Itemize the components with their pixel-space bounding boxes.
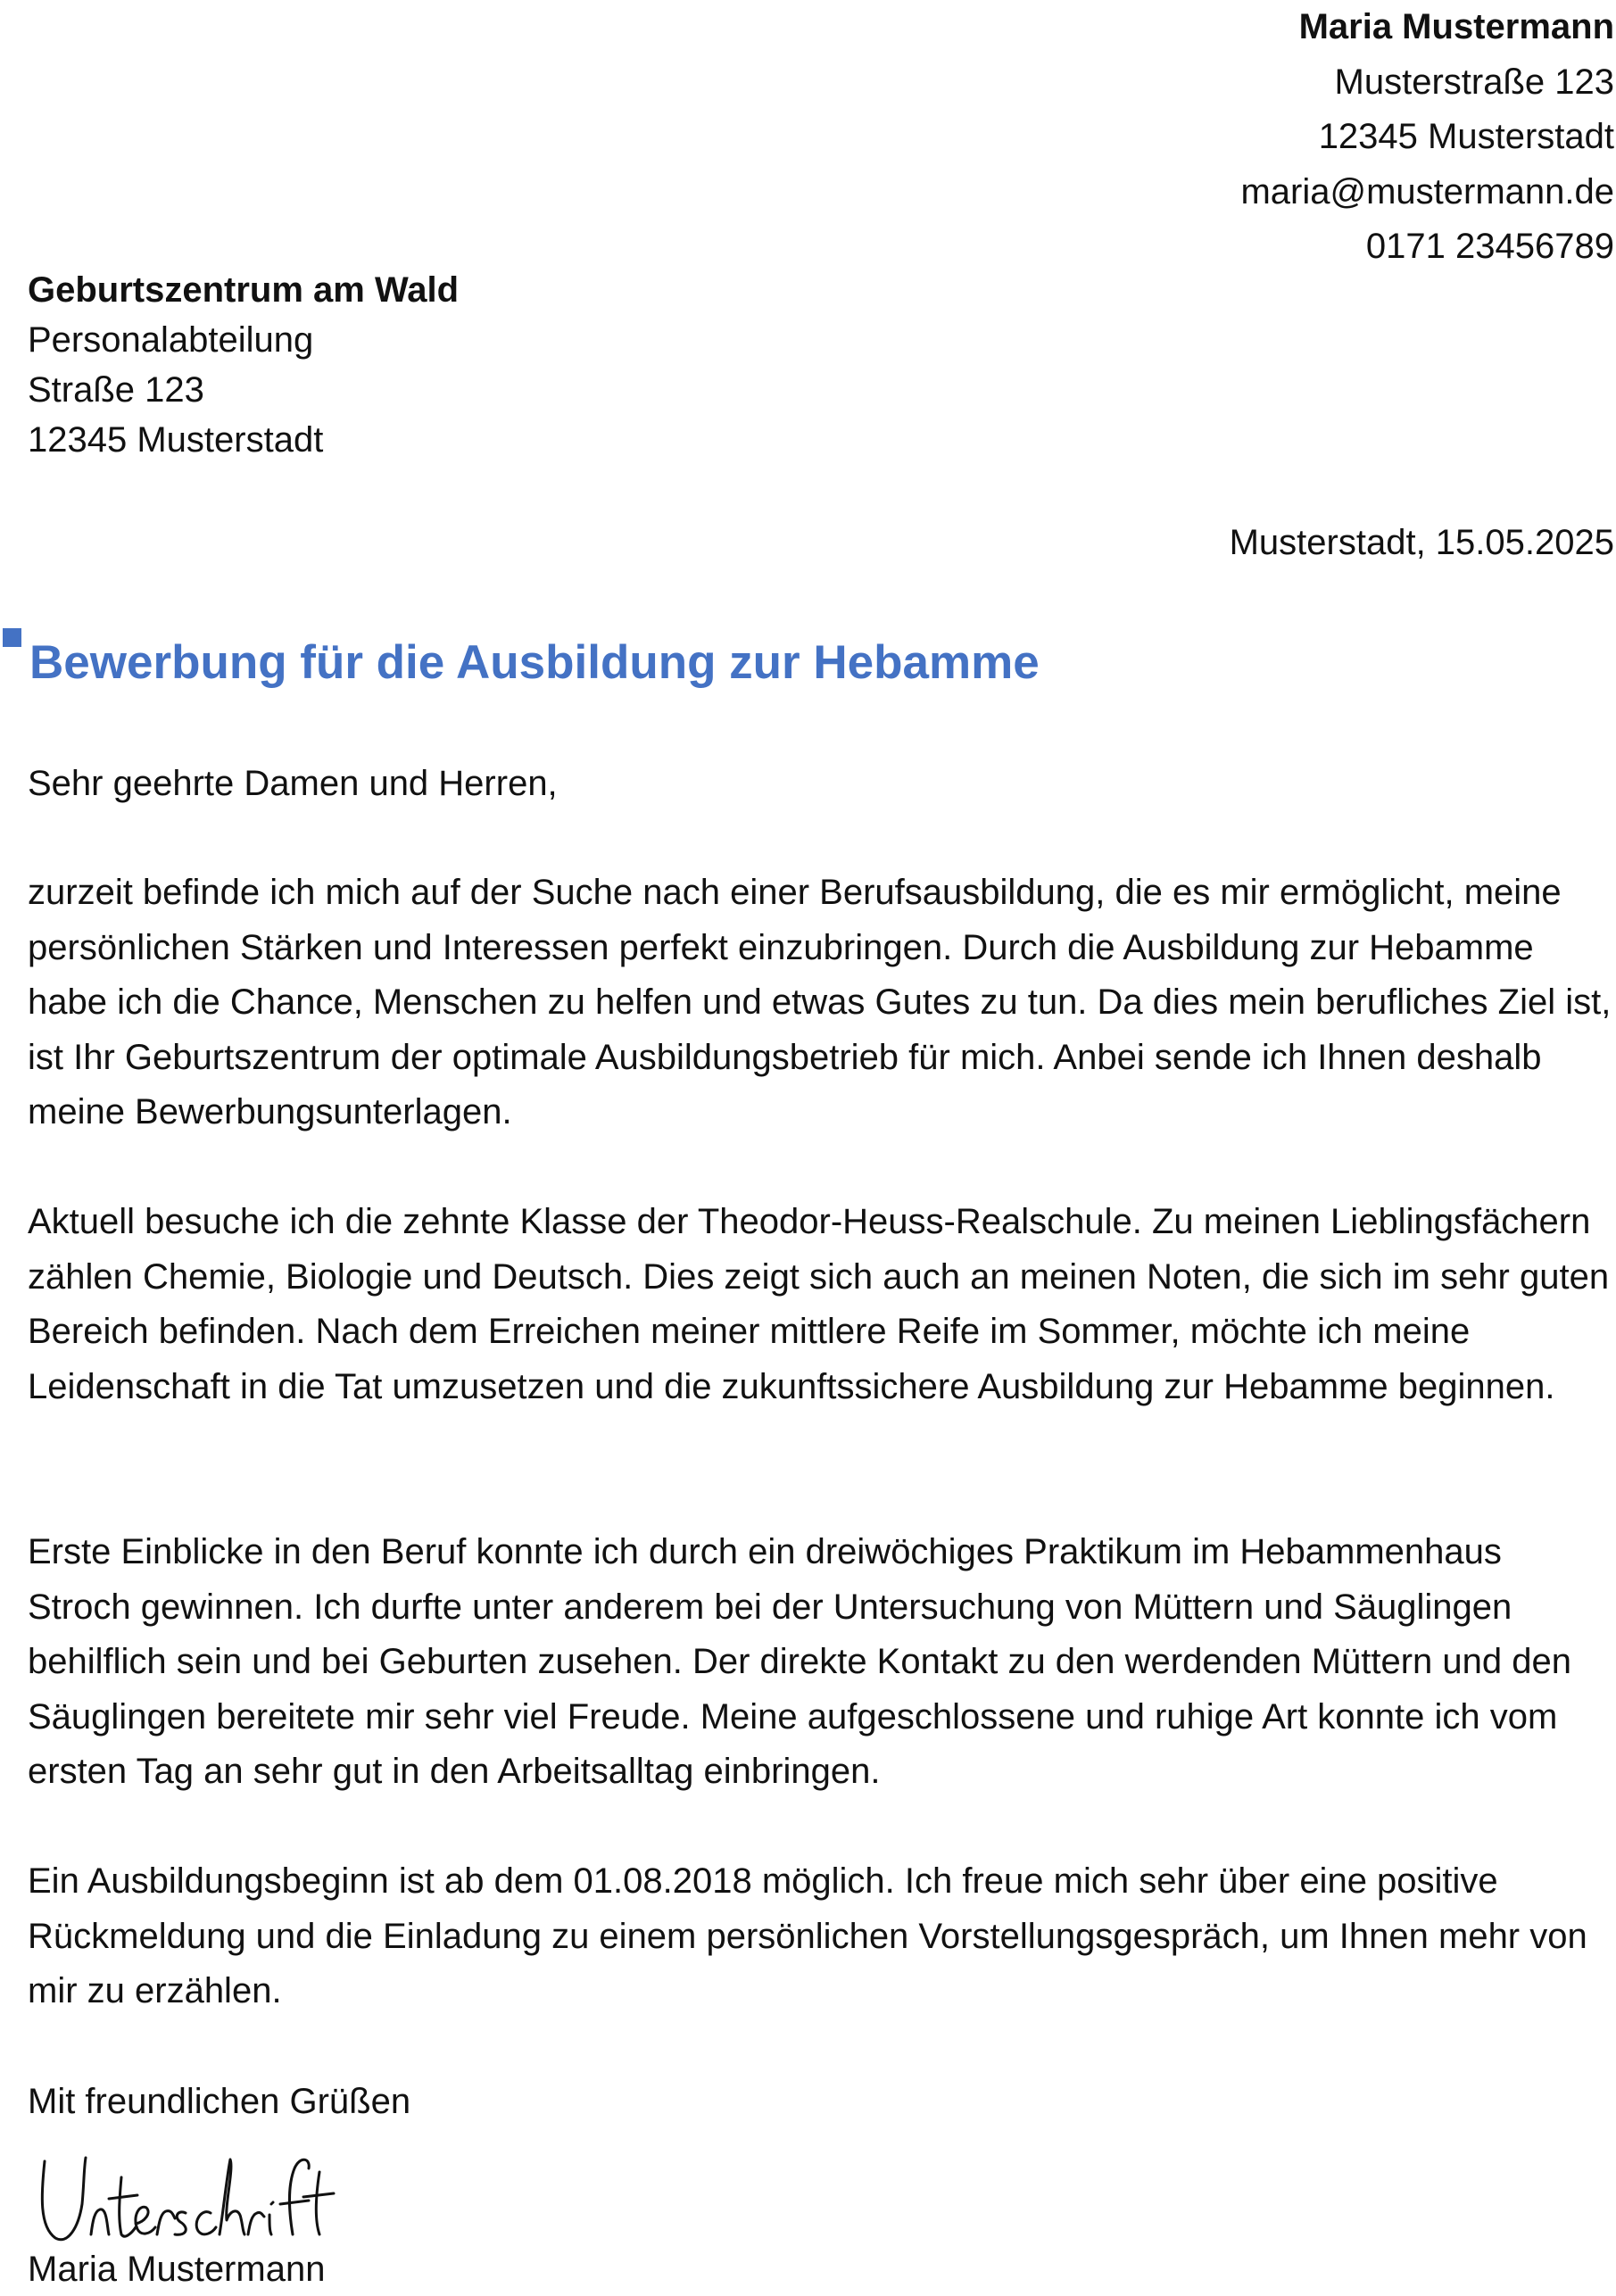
sender-address-block (990, 0, 1614, 275)
signer-name: Maria Mustermann (28, 2250, 326, 2289)
recipient-address-block (28, 265, 831, 465)
recipient-company: Geburtszentrum am Wald (28, 270, 460, 310)
letter-date: Musterstadt, 15.05.2025 (1229, 523, 1614, 562)
recipient-department: Personalabteilung (28, 320, 314, 360)
letter-subject: Bewerbung für die Ausbildung zur Hebamme (29, 636, 1040, 689)
closing-phrase: Mit freundlichen Grüßen (28, 2082, 411, 2121)
sender-street: Musterstraße 123 (1334, 62, 1614, 102)
handwritten-signature (36, 2142, 339, 2249)
salutation: Sehr geehrte Damen und Herren, (28, 764, 558, 803)
body-paragraph-3: Erste Einblicke in den Beruf konnte ich durch ein dreiwöchiges Praktikum im Hebammenhaus Stroch gewinnen. Ich durfte unter anderem bei der Untersuchung von Müttern und Säuglingen behilflich sein und bei Geburten zusehen. Der direkte Kontakt zu den werdenden Müttern und den Säuglingen bereitete mir sehr viel Freude. Meine aufgeschlossene und ruhige Art konnte ich vom ersten Tag an sehr gut in den Arbeitsalltag einbringen. (28, 1532, 1571, 1792)
body-paragraph-4: Ein Ausbildungsbeginn ist ab dem 01.08.2018 möglich. Ich freue mich sehr über eine positive Rückmeldung und die Einladung zu einem persönlichen Vorstellungsgespräch, um Ihnen mehr von mir zu erzählen. (28, 1861, 1587, 2011)
body-paragraph-1: zurzeit befinde ich mich auf der Suche nach einer Berufsausbildung, die es mir ermöglicht, meine persönlichen Stärken und Interessen perfekt einzubringen. Durch die Ausbildung zur Hebamme habe ich die Chance, Menschen zu helfen und etwas Gutes zu tun. Da dies mein berufliches Ziel ist, ist Ihr Geburtszentrum der optimale Ausbildungsbetrieb für mich. Anbei sende ich Ihnen deshalb meine Bewerbungsunterlagen. (28, 873, 1612, 1132)
body-paragraph-2: Aktuell besuche ich die zehnte Klasse der Theodor-Heuss-Realschule. Zu meinen Lieblingsfächern zählen Chemie, Biologie und Deutsch. Dies zeigt sich auch an meinen Noten, die sich im sehr guten Bereich befinden. Nach dem Erreichen meiner mittlere Reife im Sommer, möchte ich meine Leidenschaft in die Tat umzusetzen und die zukunftssichere Ausbildung zur Hebamme beginnen. (28, 1202, 1610, 1406)
sender-email: maria@mustermann.de (1240, 171, 1614, 211)
recipient-city: 12345 Musterstadt (28, 420, 324, 460)
sender-phone: 0171 23456789 (1365, 227, 1614, 266)
sender-city: 12345 Musterstadt (1318, 117, 1614, 156)
recipient-street: Straße 123 (28, 370, 204, 410)
sender-name: Maria Mustermann (1298, 7, 1614, 46)
heading-marker-icon (3, 628, 21, 647)
